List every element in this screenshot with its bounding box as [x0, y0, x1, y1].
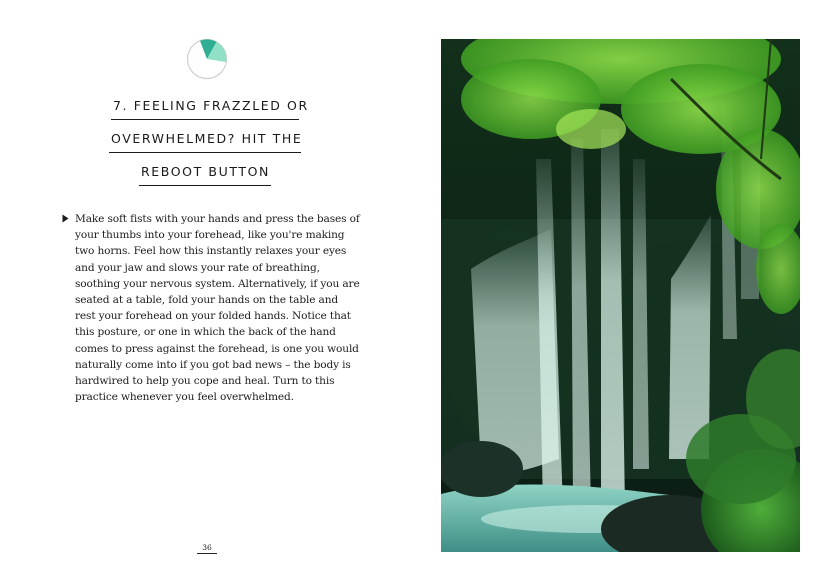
title-line-3: REBOOT BUTTON	[139, 158, 271, 186]
timer-pie-icon	[186, 38, 228, 80]
section-title	[95, 92, 315, 186]
title-line-1: 7. FEELING FRAZZLED OR	[111, 92, 299, 120]
title-line-2: OVERWHELMED? HIT THE	[109, 125, 301, 153]
bullet-triangle-icon	[62, 214, 69, 223]
page-number: 36	[197, 543, 217, 554]
waterfall-photo	[441, 39, 800, 552]
body-paragraph: Make soft fists with your hands and press the bases of your thumbs into your forehead, like you're making two horns. Feel how this instantly relaxes your eyes and your jaw and slows your rate of breathing, soothing your nervous system. Alternatively, if you are seated at a table, fold your hands on the table and rest your forehead on your folded hands. Notice that this posture, or one in which the back of the hand comes to press against the forehead, is one you would naturally come into if you got bad news – the body is hardwired to help you cope and heal. Turn to this practice whenever you feel overwhelmed.	[75, 213, 360, 404]
